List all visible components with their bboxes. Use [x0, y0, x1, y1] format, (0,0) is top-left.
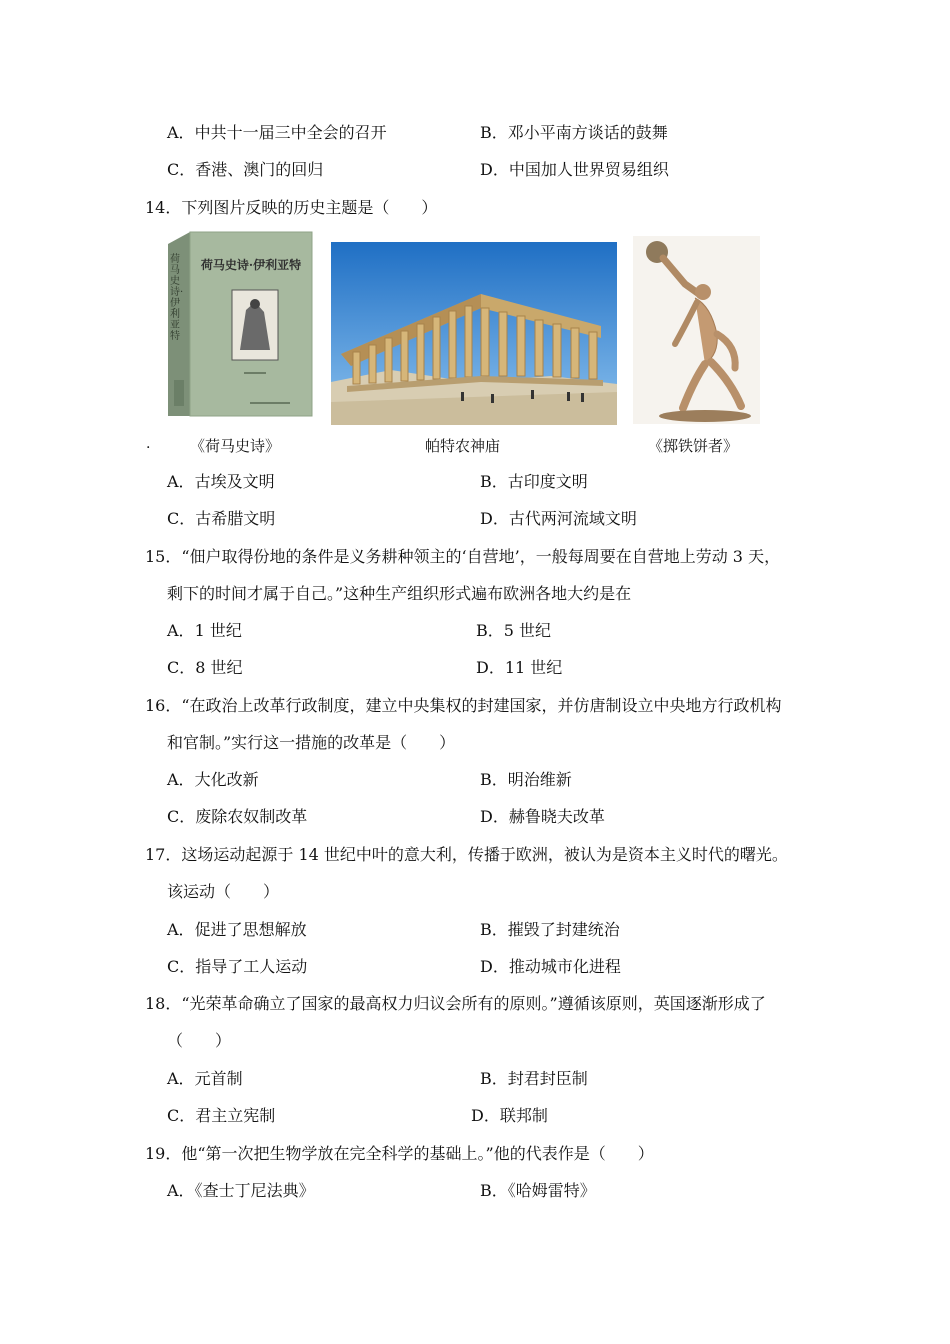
parthenon-photo — [331, 242, 617, 425]
q18-option-c: C．君主立宪制 — [167, 1106, 276, 1125]
q16-option-b: B．明治维新 — [480, 770, 572, 789]
q15-option-a: A．1 世纪 — [167, 621, 242, 640]
q15-option-c: C．8 世纪 — [167, 658, 243, 677]
q13-option-b: B．邓小平南方谈话的鼓舞 — [480, 123, 668, 142]
q18-option-a: A．元首制 — [167, 1069, 243, 1088]
q15-option-b: B．5 世纪 — [476, 621, 552, 640]
q19-option-a: A．《查士丁尼法典》 — [167, 1181, 315, 1200]
q17-stem-line2: 该运动（ ） — [167, 882, 280, 901]
q14-option-c: C．古希腊文明 — [167, 509, 276, 528]
q17-stem-line1: 17．这场运动起源于 14 世纪中叶的意大利，传播于欧洲，被认为是资本主义时代的曙光。 — [145, 845, 788, 864]
q16-option-a: A．大化改新 — [167, 770, 259, 789]
q16-stem-line1: 16．“在政治上改革行政制度，建立中央集权的封建国家，并仿唐制设立中央地方行政机构 — [145, 696, 782, 715]
caption-parthenon: 帕特农神庙 — [425, 437, 501, 455]
q14-option-a: A．古埃及文明 — [167, 472, 275, 491]
q15-stem-line1: 15．“佃户取得份地的条件是义务耕种领主的‘自营地’，一般每周要在自营地上劳动 3 天， — [145, 547, 781, 566]
q14-option-d: D．古代两河流域文明 — [480, 509, 637, 528]
book-cover-title: 荷马史诗·伊利亚特 — [200, 258, 302, 272]
q18-stem-line2: （ ） — [167, 1031, 232, 1050]
book-spine-title: 荷马史诗·伊利亚特 — [170, 254, 184, 342]
q13-option-a: A．中共十一届三中全会的召开 — [167, 123, 387, 142]
caption-homer-epic: 《荷马史诗》 — [190, 437, 281, 455]
discobolus-statue-photo — [633, 236, 760, 424]
q18-option-d: D．联邦制 — [471, 1106, 548, 1125]
q16-option-d: D．赫鲁晓夫改革 — [480, 807, 605, 826]
q14-stem: 14．下列图片反映的历史主题是（ ） — [145, 198, 438, 217]
q15-option-d: D．11 世纪 — [476, 658, 563, 677]
q13-option-d: D．中国加人世界贸易组织 — [480, 160, 669, 179]
q18-stem-line1: 18．“光荣革命确立了国家的最高权力归议会所有的原则。”遵循该原则，英国逐渐形成了 — [145, 994, 766, 1013]
q19-option-b: B．《哈姆雷特》 — [480, 1181, 596, 1200]
q13-option-c: C．香港、澳门的回归 — [167, 160, 324, 179]
book-cover-image — [160, 230, 315, 420]
q14-option-b: B．古印度文明 — [480, 472, 588, 491]
q17-option-c: C．指导了工人运动 — [167, 957, 308, 976]
q19-stem: 19．他“第一次把生物学放在完全科学的基础上。”他的代表作是（ ） — [145, 1144, 654, 1163]
q15-stem-line2: 剩下的时间才属于自己。”这种生产组织形式遍布欧洲各地大约是在 — [167, 584, 632, 603]
q18-option-b: B．封君封臣制 — [480, 1069, 588, 1088]
stray-dot: . — [146, 436, 151, 452]
q16-stem-line2: 和官制。”实行这一措施的改革是（ ） — [167, 733, 456, 752]
q17-option-b: B．摧毁了封建统治 — [480, 920, 620, 939]
caption-discobolus: 《掷铁饼者》 — [648, 437, 739, 455]
q17-option-a: A．促进了思想解放 — [167, 920, 307, 939]
q16-option-c: C．废除农奴制改革 — [167, 807, 308, 826]
q17-option-d: D．推动城市化进程 — [480, 957, 621, 976]
